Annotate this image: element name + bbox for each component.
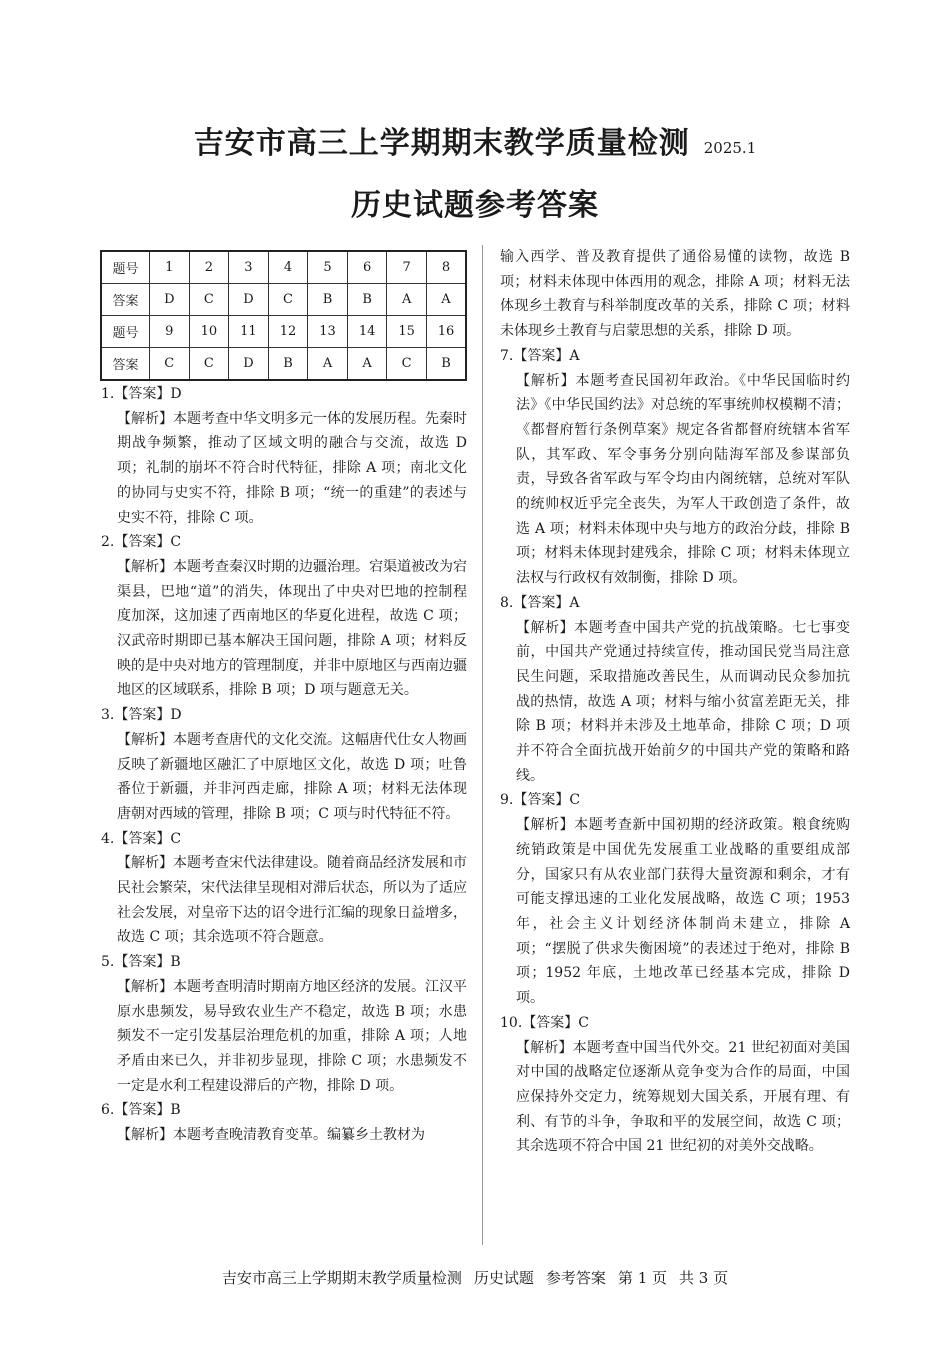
table-cell: 题号: [101, 251, 150, 284]
table-cell: 14: [347, 316, 387, 348]
exam-date: 2025.1: [703, 139, 757, 157]
table-cell: C: [150, 348, 190, 381]
table-cell: C: [189, 348, 229, 381]
explanation-text: 【解析】本题考查晚清教育变革。编纂乡土教材为: [117, 1127, 425, 1144]
table-cell: D: [229, 284, 269, 316]
table-cell: 11: [229, 316, 269, 348]
explanation-text: 【解析】本题考查中国共产党的抗战策略。七七事变前，中国共产党通过持续宣传，推动国民党当局注意民生问题，采取措施改善民生，从而调动民众参加抗战的热情，故选 A 项；材料与缩小贫富差距无关，排除 B 项；材料并未涉及土地革命，排除 C 项；D 项并不符合全面抗战开始前夕的中国共产党的策略和路线。: [516, 619, 850, 784]
explanation-text: 【解析】本题考查明清时期南方地区经济的发展。江汉平原水患频发，易导致农业生产不稳定，故选 B 项；水患频发不一定引发基层治理危机的加重，排除 A 项；人地矛盾由来已久，并非初步显现，排除 C 项；水患频发不一定是水利工程建设滞后的产物，排除 D 项。: [117, 978, 467, 1094]
table-cell: B: [268, 348, 308, 381]
answer-label: 6.【答案】B: [101, 1102, 181, 1119]
table-row: [101, 284, 466, 316]
table-cell: B: [426, 348, 466, 381]
answer-label: 9.【答案】C: [500, 792, 581, 809]
footer-page: 第 1 页: [617, 1269, 668, 1287]
table-cell: 答案: [101, 284, 150, 316]
explanation-text: 【解析】本题考查中华文明多元一体的发展历程。先秦时期战争频繁，推动了区域文明的融合与交流，故选 D 项；礼制的崩坏不符合时代特征，排除 A 项；南北文化的协同与史实不符，排除 B 项；“统一的重建”的表述与史实不符，排除 C 项。: [117, 410, 467, 526]
table-cell: B: [308, 284, 348, 316]
answer-item-6-continued: [500, 245, 850, 344]
footer-exam: 吉安市高三上学期期末教学质量检测: [221, 1269, 462, 1287]
footer-total: 共 3 页: [679, 1269, 729, 1287]
answer-label: 1.【答案】D: [101, 386, 182, 402]
title-row: [0, 118, 950, 162]
table-cell: B: [347, 284, 387, 316]
table-cell: C: [189, 284, 229, 316]
explanation-text: 输入西学、普及教育提供了通俗易懂的读物，故选 B 项；材料未体现中体西用的观念，排除 A 项；材料无法体现乡土教育与科举制度改革的关系，排除 C 项；材料未体现乡土教育与启蒙思想的关系，排除 D 项。: [500, 249, 850, 340]
table-cell: 8: [426, 251, 466, 284]
table-cell: 2: [189, 251, 229, 284]
table-cell: 答案: [101, 348, 150, 381]
page-subtitle: 历史试题参考答案: [351, 188, 599, 223]
answer-table: [100, 250, 467, 381]
answer-label: 3.【答案】D: [101, 707, 182, 724]
answer-label: 7.【答案】A: [500, 347, 580, 364]
column-divider: [482, 245, 483, 1245]
answer-item-2: [101, 530, 467, 703]
answer-item-7: [500, 344, 850, 591]
table-cell: 16: [426, 316, 466, 348]
table-cell: 3: [229, 251, 269, 284]
table-cell: A: [387, 284, 427, 316]
answer-label: 10.【答案】C: [500, 1014, 589, 1031]
table-cell: 5: [308, 251, 348, 284]
answer-item-10: [500, 1011, 850, 1159]
table-cell: 6: [347, 251, 387, 284]
footer-subject: 历史试题: [473, 1269, 534, 1287]
explanation-text: 【解析】本题考查中国当代外交。21 世纪初面对美国对中国的战略定位逐渐从竞争变为合作的局面，中国应保持外交定力，统筹规划大国关系，开展有理、有利、有节的斗争，争取和平的发展空间，故选 C 项；其余选项不符合中国 21 世纪初的对美外交战略。: [516, 1039, 850, 1155]
table-cell: 12: [268, 316, 308, 348]
answer-item-5: [101, 950, 467, 1098]
answer-item-4: [101, 827, 467, 951]
answer-label: 4.【答案】C: [101, 830, 182, 847]
table-cell: 9: [150, 316, 190, 348]
explanation-text: 【解析】本题考查新中国初期的经济政策。粮食统购统销政策是中国优先发展重工业战略的重要组成部分，国家只有从农业部门获得大量资源和剩余，才有可能支撑迅速的工业化发展战略，故选 C 项；1953 年，社会主义计划经济体制尚未建立，排除 A 项；“摆脱了供求失衡困境”的表述过于绝对，排除 B 项；1952 年底，土地改革已经基本完成，排除 D 项。: [516, 817, 850, 1007]
right-column: [500, 245, 850, 1159]
answer-item-3: [101, 703, 467, 827]
answer-item-6: [101, 1098, 467, 1147]
table-cell: D: [229, 348, 269, 381]
table-cell: A: [426, 284, 466, 316]
table-cell: A: [347, 348, 387, 381]
page-title: 吉安市高三上学期期末教学质量检测: [193, 126, 690, 161]
table-cell: C: [387, 348, 427, 381]
table-cell: 10: [189, 316, 229, 348]
answer-item-1: [101, 382, 467, 530]
explanation-text: 【解析】本题考查秦汉时期的边疆治理。宕渠道被改为宕渠县，巴地“道”的消失，体现出了中央对巴地的控制程度加深，这加速了西南地区的华夏化进程，故选 C 项；汉武帝时期即已基本解决王国问题，排除 A 项；材料反映的是中央对地方的管理制度，并非中原地区与西南边疆地区的区域联系，排除 B 项；D 项与题意无关。: [117, 558, 467, 699]
answer-label: 8.【答案】A: [500, 594, 580, 611]
table-cell: 题号: [101, 316, 150, 348]
footer-doc: 参考答案: [545, 1269, 606, 1287]
table-cell: D: [150, 284, 190, 316]
table-cell: 1: [150, 251, 190, 284]
answer-item-9: [500, 788, 850, 1010]
answer-label: 5.【答案】B: [101, 954, 181, 971]
table-cell: 7: [387, 251, 427, 284]
explanation-text: 【解析】本题考查宋代法律建设。随着商品经济发展和市民社会繁荣，宋代法律呈现相对滞后状态，所以为了适应社会发展，对皇帝下达的诏令进行汇编的现象日益增多，故选 C 项；其余选项不符合题意。: [117, 855, 467, 946]
explanation-text: 【解析】本题考查唐代的文化交流。这幅唐代仕女人物画反映了新疆地区融汇了中原地区文化，故选 D 项；吐鲁番位于新疆，并非河西走廊，排除 A 项；材料无法体现唐朝对西域的管理，排除 B 项；C 项与时代特征不符。: [117, 731, 467, 822]
explanation-text: 【解析】本题考查民国初年政治。《中华民国临时约法》《中华民国约法》对总统的军事统帅权模糊不清；《都督府暂行条例草案》规定各省都督府统辖本省军队，其军政、军令事务分别向陆海军部及参谋部负责，导致各省军政与军令均由内阁统辖，总统对军队的统帅权近乎完全丧失，为军人干政创造了条件，故选 A 项；材料未体现中央与地方的政治分歧，排除 B 项；材料未体现封建残余，排除 C 项；材料未体现立法权与行政权有效制衡，排除 D 项。: [516, 372, 850, 587]
page-footer: [0, 1267, 950, 1288]
table-cell: 4: [268, 251, 308, 284]
table-cell: 15: [387, 316, 427, 348]
table-row: [101, 251, 466, 284]
table-cell: A: [308, 348, 348, 381]
table-cell: 13: [308, 316, 348, 348]
table-row: [101, 316, 466, 348]
answer-label: 2.【答案】C: [101, 534, 182, 551]
left-column: [101, 382, 467, 1148]
table-row: [101, 348, 466, 381]
table-cell: C: [268, 284, 308, 316]
answer-item-8: [500, 591, 850, 789]
